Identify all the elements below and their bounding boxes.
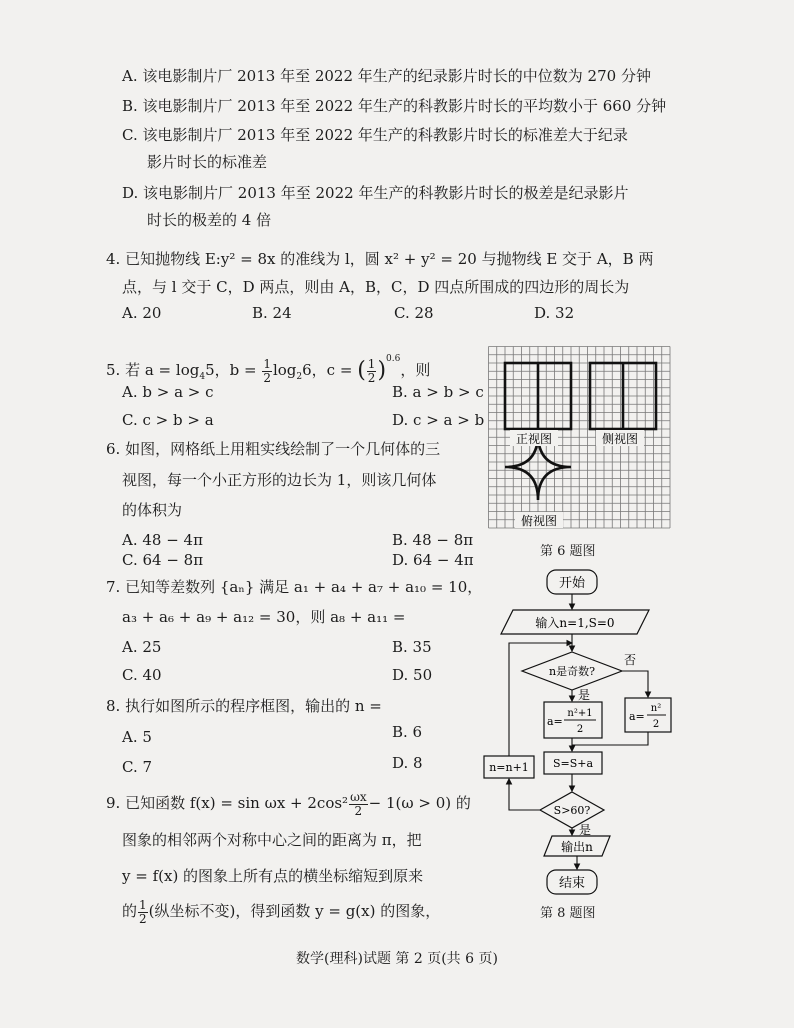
assign-a-odd-numerator: n²+1 <box>567 708 593 719</box>
assign-a-even-lhs: a= <box>629 710 645 723</box>
q8-option-b: B. 6 <box>392 723 423 741</box>
q6-figure-caption: 第 6 题图 <box>540 544 596 559</box>
q6-stem-line2: 视图，每一个小正方形的边长为 1，则该几何体 <box>122 471 437 489</box>
top-view-label: 俯视图 <box>520 514 558 528</box>
q9-stem-line2: 图象的相邻两个对称中心之间的距离为 π，把 <box>122 831 422 849</box>
input-label: 输入n=1,S=0 <box>535 616 615 630</box>
q3-option-c-line2: 影片时长的标准差 <box>147 153 268 171</box>
q8-option-c: C. 7 <box>122 758 153 776</box>
q4-option-d: D. 32 <box>534 304 575 322</box>
q4-option-a: A. 20 <box>122 304 162 322</box>
assign-a-even-numerator: n² <box>650 703 662 714</box>
odd-check-no-label: 否 <box>624 653 637 667</box>
q5-stem: 5. 若 $a = \log_45$，b = $\frac{1}{2}$ $\log_26$，c = ( $\frac{1}{2}$ )$^{0.6}$，则 <box>106 354 431 385</box>
q7-option-b: B. 35 <box>392 638 432 656</box>
q4-option-b: B. 24 <box>252 304 292 322</box>
q3-option-d-line2: 时长的极差的 4 倍 <box>147 211 272 229</box>
q9-stem-line1: 9. 已知函数 f(x) = sin ωx + 2cos² $\frac{\omega x}{2}$ − 1(ω > 0) 的 <box>106 789 471 818</box>
q7-option-a: A. 25 <box>122 638 162 656</box>
output-label: 输出n <box>561 840 593 854</box>
assign-a-even-denominator: 2 <box>652 719 660 730</box>
odd-check-label: n是奇数? <box>549 665 595 678</box>
odd-check-yes-label: 是 <box>578 688 591 702</box>
front-view-label: 正视图 <box>515 432 553 446</box>
q6-option-a: A. 48 − 4π <box>122 531 203 549</box>
update-n-label: n=n+1 <box>489 761 529 774</box>
q7-option-c: C. 40 <box>122 666 162 684</box>
q9-stem-line4: 的 $\frac{1}{2}$ (纵坐标不变)，得到函数 y = g(x) 的图象， <box>122 897 441 926</box>
q6-stem-line1: 6. 如图，网格纸上用粗实线绘制了一个几何体的三 <box>106 440 441 458</box>
assign-a-odd-lhs: a= <box>547 715 563 728</box>
q8-figure-caption: 第 8 题图 <box>540 906 596 921</box>
page-footer: 数学(理科)试题 第 2 页(共 6 页) <box>296 951 498 967</box>
sum-check-yes-label: 是 <box>579 823 592 837</box>
assign-a-odd-denominator: 2 <box>576 724 584 735</box>
q7-stem-line2: a₃ + a₆ + a₉ + a₁₂ = 30，则 a₈ + a₁₁ = <box>122 608 406 626</box>
q9-stem-line3: y = f(x) 的图象上所有点的横坐标缩短到原来 <box>122 867 424 885</box>
q6-option-d: D. 64 − 4π <box>392 551 474 569</box>
start-label: 开始 <box>558 576 586 591</box>
q8-stem: 8. 执行如图所示的程序框图，输出的 n = <box>106 697 382 715</box>
end-label: 结束 <box>558 876 586 891</box>
q4-option-c: C. 28 <box>394 304 434 322</box>
q5-option-b: B. a > b > c <box>392 383 484 401</box>
side-view-label: 侧视图 <box>601 432 639 446</box>
q4-stem-line1: 4. 已知抛物线 E:y² = 8x 的准线为 l，圆 x² + y² = 20 与抛物线 E 交于 A，B 两 <box>106 250 654 268</box>
q7-option-d: D. 50 <box>392 666 433 684</box>
q3-option-d-line1: D. 该电影制片厂 2013 年至 2022 年生产的科教影片时长的极差是纪录影片 <box>122 184 629 202</box>
q4-stem-line2: 点，与 l 交于 C，D 两点，则由 A，B，C，D 四点所围成的四边形的周长为 <box>122 278 630 296</box>
q8-option-d: D. 8 <box>392 754 423 772</box>
q5-option-a: A. b > a > c <box>122 383 214 401</box>
q3-option-b: B. 该电影制片厂 2013 年至 2022 年生产的科教影片时长的平均数小于 660 分钟 <box>122 97 667 115</box>
q6-option-c: C. 64 − 8π <box>122 551 204 569</box>
q3-option-c-line1: C. 该电影制片厂 2013 年至 2022 年生产的科教影片时长的标准差大于纪录 <box>122 126 628 144</box>
q6-stem-line3: 的体积为 <box>122 501 183 519</box>
three-view-figure <box>486 344 676 534</box>
q6-option-b: B. 48 − 8π <box>392 531 474 549</box>
program-flowchart <box>478 568 678 898</box>
q5-option-d: D. c > a > b <box>392 411 485 429</box>
q8-option-a: A. 5 <box>122 728 152 746</box>
q3-option-a: A. 该电影制片厂 2013 年至 2022 年生产的纪录影片时长的中位数为 270 分钟 <box>122 67 651 85</box>
update-s-label: S=S+a <box>552 757 594 770</box>
q5-option-c: C. c > b > a <box>122 411 214 429</box>
q7-stem-line1: 7. 已知等差数列 {aₙ} 满足 a₁ + a₄ + a₇ + a₁₀ = 10， <box>106 578 483 596</box>
sum-check-label: S>60? <box>553 804 591 817</box>
